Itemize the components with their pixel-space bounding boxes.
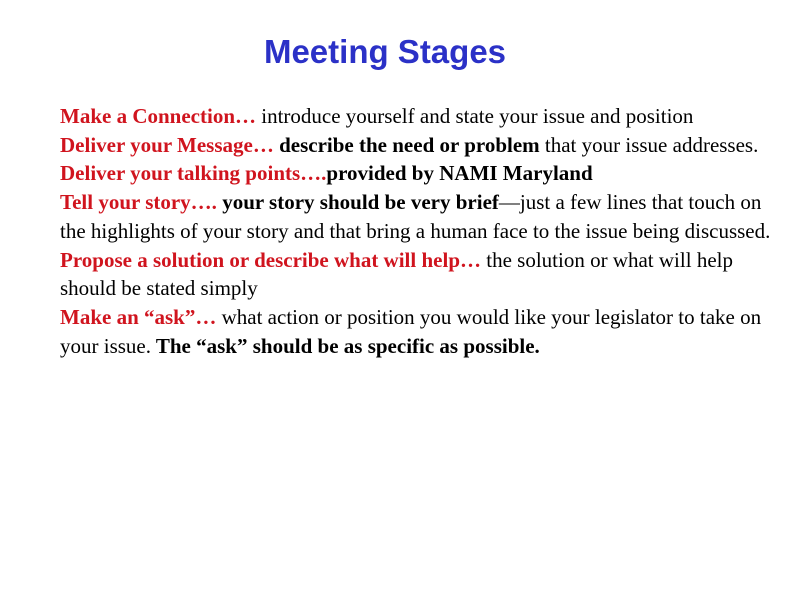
stage-lead: Make an “ask”…	[60, 304, 217, 329]
stage-body: introduce yourself and state your issue and position	[256, 104, 694, 128]
stage-make-ask	[60, 303, 780, 360]
stage-make-connection	[60, 102, 780, 131]
stage-bold-body: your story should be very brief	[216, 190, 499, 215]
stage-body: what action or position you would like your legislator to take on your issue.	[60, 304, 762, 358]
stage-lead: Deliver your Message…	[60, 132, 274, 157]
slide-title: Meeting Stages	[263, 33, 507, 70]
stage-propose-solution	[60, 246, 780, 303]
stage-bold-tail: The “ask” should be as specific as possible.	[151, 333, 540, 358]
stage-lead: Deliver your talking points….	[60, 161, 327, 186]
stage-lead: Make a Connection…	[60, 104, 256, 128]
stage-body: that your issue addresses.	[539, 132, 759, 157]
stage-body: the solution or what will help should be stated simply	[60, 247, 733, 301]
stage-tell-story	[60, 188, 780, 245]
stage-deliver-message	[60, 131, 780, 160]
stage-body: —just a few lines that touch on the highlights of your story and that bring a human face to the issue being discussed.	[60, 190, 771, 243]
stage-bold-body: describe the need or problem	[273, 132, 540, 157]
stage-lead: Propose a solution or describe what will help…	[60, 247, 481, 272]
stage-lead: Tell your story….	[60, 190, 217, 215]
stage-bold-body: provided by NAMI Maryland	[326, 161, 593, 186]
stage-talking-points	[60, 159, 780, 188]
meeting-stages-list	[60, 102, 780, 360]
